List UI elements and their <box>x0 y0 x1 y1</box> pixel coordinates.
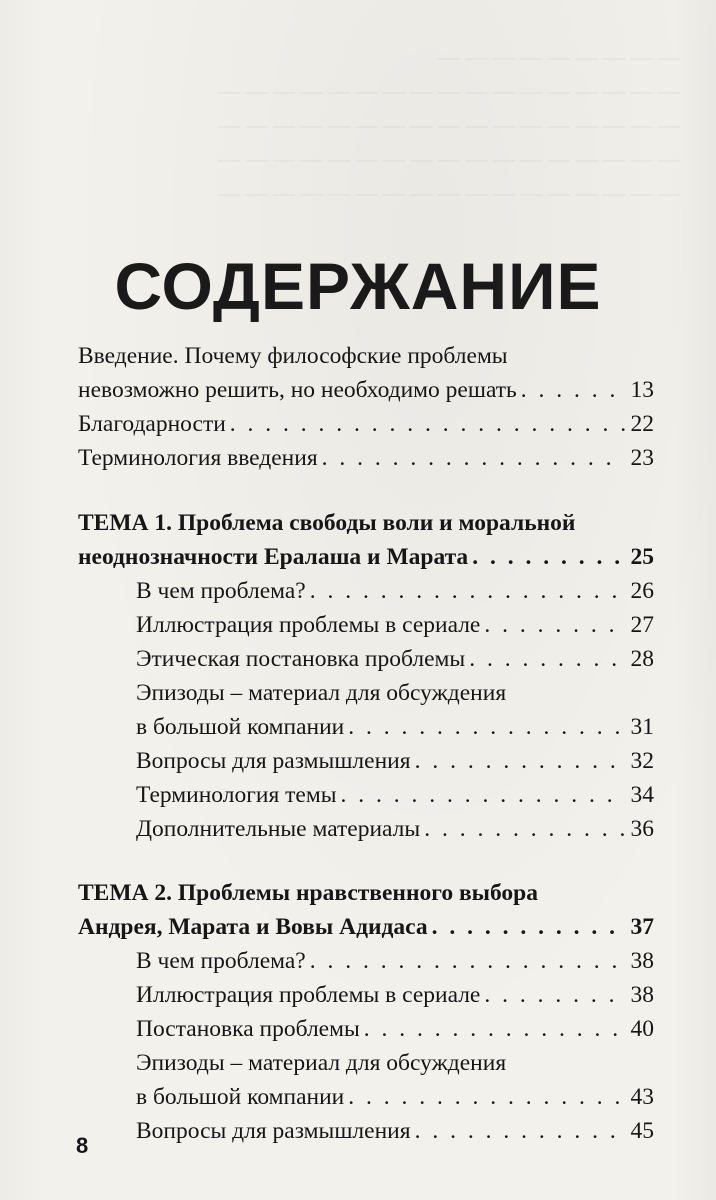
toc-entry-text: Иллюстрация проблемы в сериале <box>136 982 481 1008</box>
dot-leader <box>432 910 625 944</box>
toc-subentry[interactable] <box>78 944 654 978</box>
page-title: СОДЕРЖАНИЕ <box>114 249 602 323</box>
toc-entry-text: в большой компании <box>136 714 345 740</box>
toc-entry-text: Терминология введения <box>78 445 318 471</box>
page-number: 8 <box>76 1133 89 1158</box>
toc-page-number: 31 <box>630 714 654 740</box>
toc-entry-text: В чем проблема? <box>136 948 306 974</box>
toc-page-number: 43 <box>630 1084 654 1110</box>
table-of-contents <box>78 339 654 1148</box>
toc-page-number: 36 <box>630 816 654 842</box>
toc-entry-text: невозможно решить, но необходимо решать <box>78 377 517 403</box>
toc-entry[interactable] <box>78 407 654 441</box>
toc-page-number: 22 <box>630 411 654 437</box>
toc-subentry-episodes[interactable] <box>78 1046 654 1080</box>
dot-leader <box>322 441 625 475</box>
toc-page-number: 45 <box>630 1118 654 1144</box>
dot-leader <box>230 407 625 441</box>
toc-page-number: 26 <box>630 578 654 604</box>
toc-page-number: 13 <box>630 377 654 403</box>
toc-page-number: 38 <box>630 982 654 1008</box>
toc-entry-text: Этическая постановка проблемы <box>136 646 466 672</box>
dot-leader <box>348 710 624 744</box>
toc-subentry[interactable] <box>78 574 654 608</box>
dot-leader <box>310 574 625 608</box>
toc-subentry[interactable] <box>78 642 654 676</box>
toc-subentry[interactable] <box>78 812 654 846</box>
toc-page-number: 23 <box>630 445 654 471</box>
toc-entry-text: В чем проблема? <box>136 578 306 604</box>
dot-leader <box>415 1114 625 1148</box>
toc-subentry[interactable] <box>78 978 654 1012</box>
dot-leader <box>472 540 624 574</box>
toc-page-number: 32 <box>630 748 654 774</box>
dot-leader <box>348 1080 624 1114</box>
toc-entry-text: Дополнительные материалы <box>136 816 421 842</box>
toc-entry-text: в большой компании <box>136 1084 345 1110</box>
toc-subentry-episodes[interactable] <box>78 676 654 710</box>
toc-subentry[interactable] <box>78 608 654 642</box>
toc-entry[interactable] <box>78 441 654 475</box>
toc-subentry[interactable] <box>78 778 654 812</box>
toc-topic-title: Андрея, Марата и Вовы Адидаса <box>78 914 428 940</box>
section-spacer <box>78 846 654 876</box>
toc-entry-text: Эпизоды – материал для обсуждения <box>136 680 507 706</box>
toc-entry-text: Постановка проблемы <box>136 1016 360 1042</box>
toc-page-number: 25 <box>630 544 654 570</box>
toc-page-number: 38 <box>630 948 654 974</box>
toc-entry-intro[interactable] <box>78 339 654 373</box>
dot-leader <box>424 812 624 846</box>
toc-entry-text: Терминология темы <box>136 782 337 808</box>
toc-subentry-episodes-continued[interactable] <box>78 1080 654 1114</box>
toc-page-number: 40 <box>630 1016 654 1042</box>
dot-leader <box>364 1012 625 1046</box>
toc-topic-2-heading-continued[interactable] <box>78 910 654 944</box>
toc-page-number: 34 <box>630 782 654 808</box>
toc-entry-text: Иллюстрация проблемы в сериале <box>136 612 481 638</box>
toc-topic-title: ТЕМА 2. Проблемы нравственного выбора <box>78 880 539 906</box>
toc-topic-title: ТЕМА 1. Проблема свободы воли и моральной <box>78 510 576 536</box>
toc-entry-intro-continued[interactable] <box>78 373 654 407</box>
toc-page-number: 28 <box>630 646 654 672</box>
dot-leader <box>469 642 624 676</box>
toc-subentry-episodes-continued[interactable] <box>78 710 654 744</box>
toc-topic-1-heading[interactable] <box>78 506 654 540</box>
toc-subentry[interactable] <box>78 1012 654 1046</box>
toc-page-number: 37 <box>630 914 654 940</box>
dot-leader <box>484 608 624 642</box>
dot-leader <box>415 744 625 778</box>
toc-entry-text: Вопросы для размышления <box>136 1118 411 1144</box>
toc-topic-2-heading[interactable] <box>78 876 654 910</box>
toc-topic-1-heading-continued[interactable] <box>78 540 654 574</box>
toc-entry-text: Эпизоды – материал для обсуждения <box>136 1050 507 1076</box>
toc-subentry[interactable] <box>78 1114 654 1148</box>
toc-entry-text: Вопросы для размышления <box>136 748 411 774</box>
dot-leader <box>310 944 625 978</box>
section-spacer <box>78 475 654 506</box>
toc-topic-title: неоднозначности Ералаша и Марата <box>78 544 469 570</box>
toc-page-number: 27 <box>630 612 654 638</box>
dot-leader <box>521 373 625 407</box>
toc-subentry[interactable] <box>78 744 654 778</box>
show-through-text: — — — — — — — — — — — — — — — — — — — — — — — — — — — — — — — — — — — — — — — — — — — — — — — — — — — — — — — — — — — — — — — — — — — — — — — — — — — — — <box>218 44 680 205</box>
dot-leader <box>484 978 624 1012</box>
toc-entry-text: Введение. Почему философские проблемы <box>78 343 508 369</box>
dot-leader <box>340 778 624 812</box>
toc-entry-text: Благодарности <box>78 411 226 437</box>
